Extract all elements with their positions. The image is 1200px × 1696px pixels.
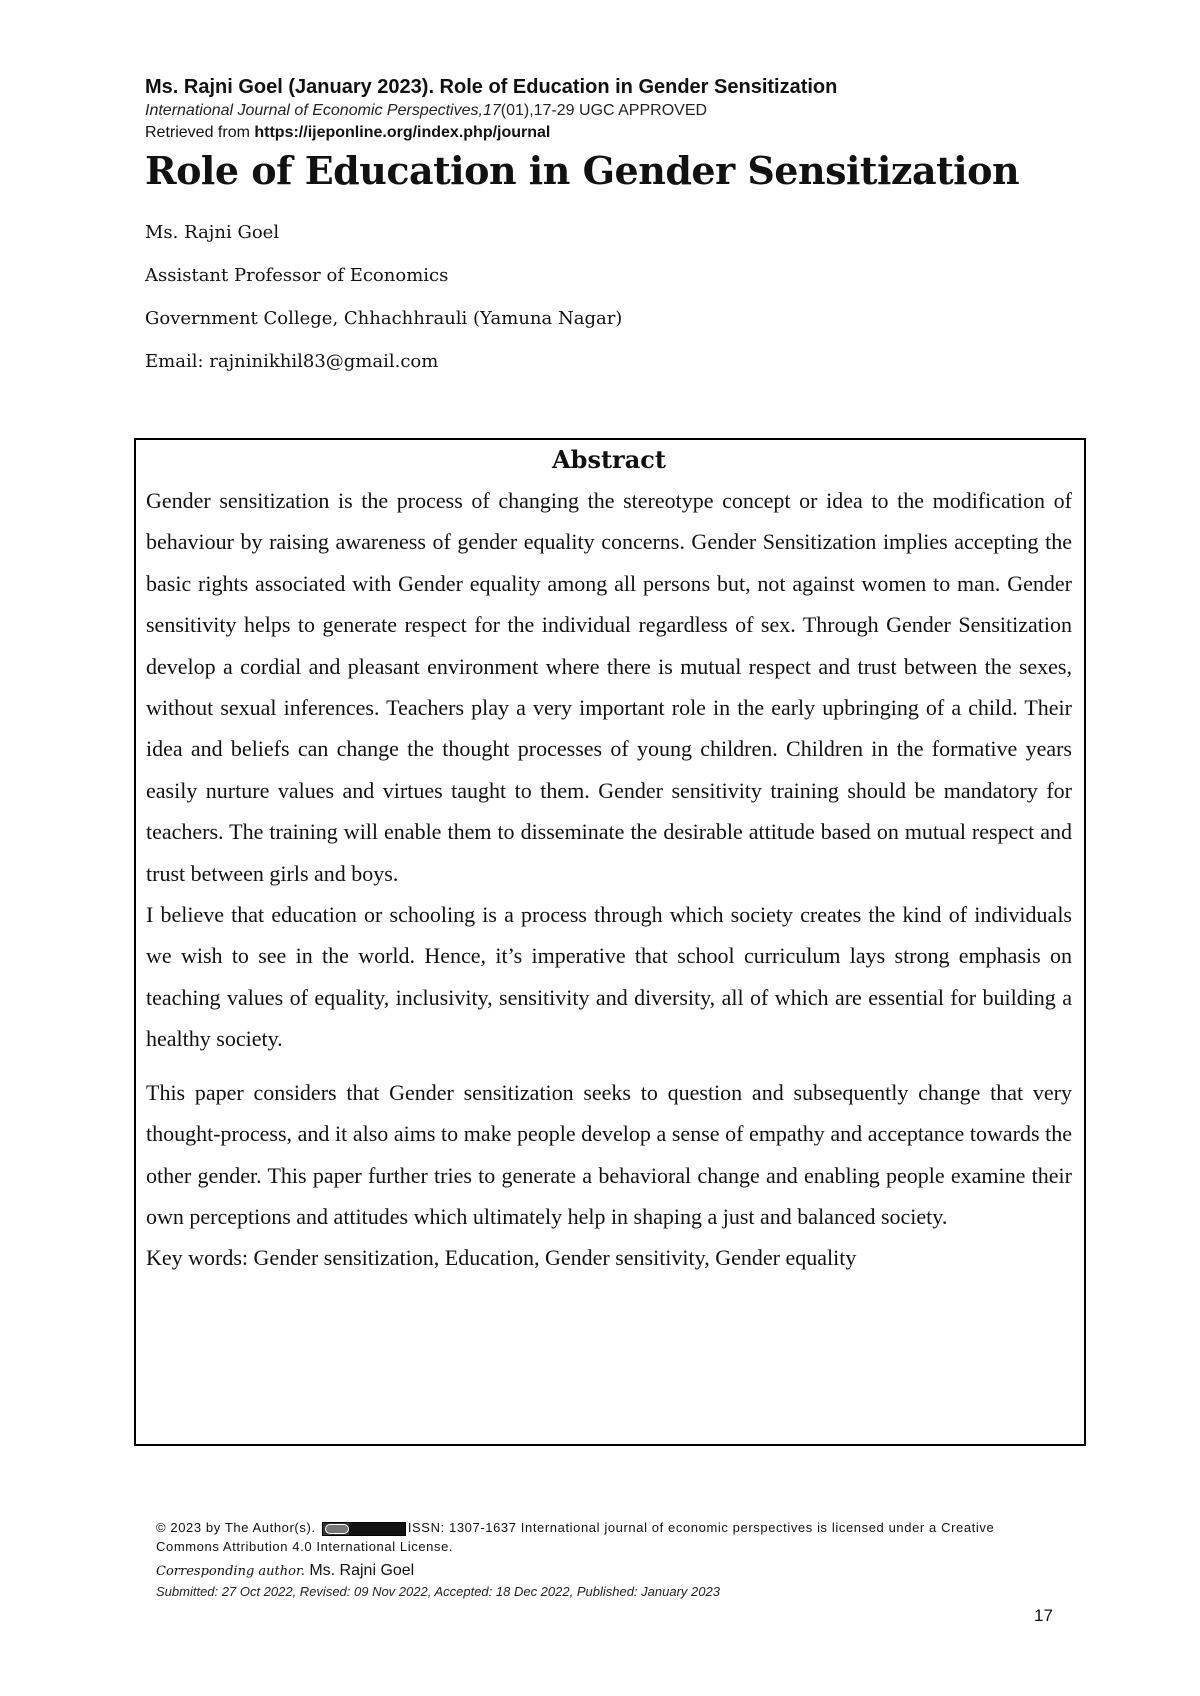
journal-line — [145, 100, 1105, 122]
retrieved-line — [145, 122, 1105, 144]
abstract-box — [134, 438, 1086, 1446]
paper-title: Role of Education in Gender Sensitization — [145, 148, 1020, 193]
author-email[interactable]: Email: rajninikhil83@gmail.com — [145, 351, 439, 372]
corresponding-label: Corresponding author. — [156, 1564, 305, 1579]
corresponding-author — [156, 1560, 1056, 1583]
corresponding-name: Ms. Rajni Goel — [309, 1562, 415, 1579]
keywords: Key words: Gender sensitization, Education, Gender sensitivity, Gender equality — [146, 1245, 857, 1271]
copyright-text: © 2023 by The Author(s). — [156, 1520, 316, 1535]
page-number: 17 — [1034, 1606, 1053, 1625]
retrieved-url-link[interactable]: https://ijeponline.org/index.php/journal — [254, 124, 551, 141]
citation-line: Ms. Rajni Goel (January 2023). Role of Education in Gender Sensitization — [145, 76, 838, 98]
citation-header — [145, 74, 1105, 144]
abstract-paragraph: This paper considers that Gender sensitization seeks to question and subsequently change that very thought-process, and it also aims to make people develop a sense of empathy and acceptance towards the other gender. This paper further tries to generate a behavioral change and enabling people examine their own perceptions and attitudes which ultimately help in shaping a just and balanced society. — [146, 1079, 1072, 1229]
license-text: ISSN: 1307-1637 International journal of economic perspectives is licensed under a Creative Commons Attribution 4.0 International License. — [156, 1520, 995, 1554]
cc-license-icon[interactable] — [322, 1522, 406, 1536]
abstract-body — [146, 480, 1072, 1279]
journal-issue: (01),17-29 UGC APPROVED — [500, 102, 708, 119]
abstract-paragraph: I believe that education or schooling is a process through which society creates the kind of individuals we wish to see in the world. Hence, it’s imperative that school curriculum lays strong emphasis on teaching values of equality, inclusivity, sensitivity and diversity, all of which are essential for building a healthy society. — [146, 902, 1072, 1052]
journal-name: International Journal of Economic Perspectives,17 — [145, 102, 501, 119]
page-footer — [156, 1518, 1056, 1601]
abstract-paragraph: Gender sensitization is the process of changing the stereotype concept or idea to the modification of behaviour by raising awareness of gender equality concerns. Gender Sensitization implies accepting the basic rights associated with Gender equality among all persons but, not against women to man. Gender sensitivity helps to generate respect for the individual regardless of sex. Through Gender Sensitization develop a cordial and pleasant environment where there is mutual respect and trust between the sexes, without sexual inferences. Teachers play a very important role in the early upbringing of a child. Their idea and beliefs can change the thought processes of young children. Children in the formative years easily nurture values and virtues taught to them. Gender sensitivity training should be mandatory for teachers. The training will enable them to disseminate the desirable attitude based on mutual respect and trust between girls and boys. — [146, 488, 1072, 886]
author-affiliation: Government College, Chhachhrauli (Yamuna Nagar) — [145, 308, 623, 329]
author-position: Assistant Professor of Economics — [145, 265, 449, 286]
abstract-heading: Abstract — [552, 445, 666, 474]
author-block — [145, 220, 622, 392]
license-notice — [156, 1518, 1056, 1556]
retrieved-label: Retrieved from — [145, 124, 250, 141]
publication-dates: Submitted: 27 Oct 2022, Revised: 09 Nov 2022, Accepted: 18 Dec 2022, Published: January 2023 — [156, 1584, 720, 1599]
author-name: Ms. Rajni Goel — [145, 222, 280, 243]
